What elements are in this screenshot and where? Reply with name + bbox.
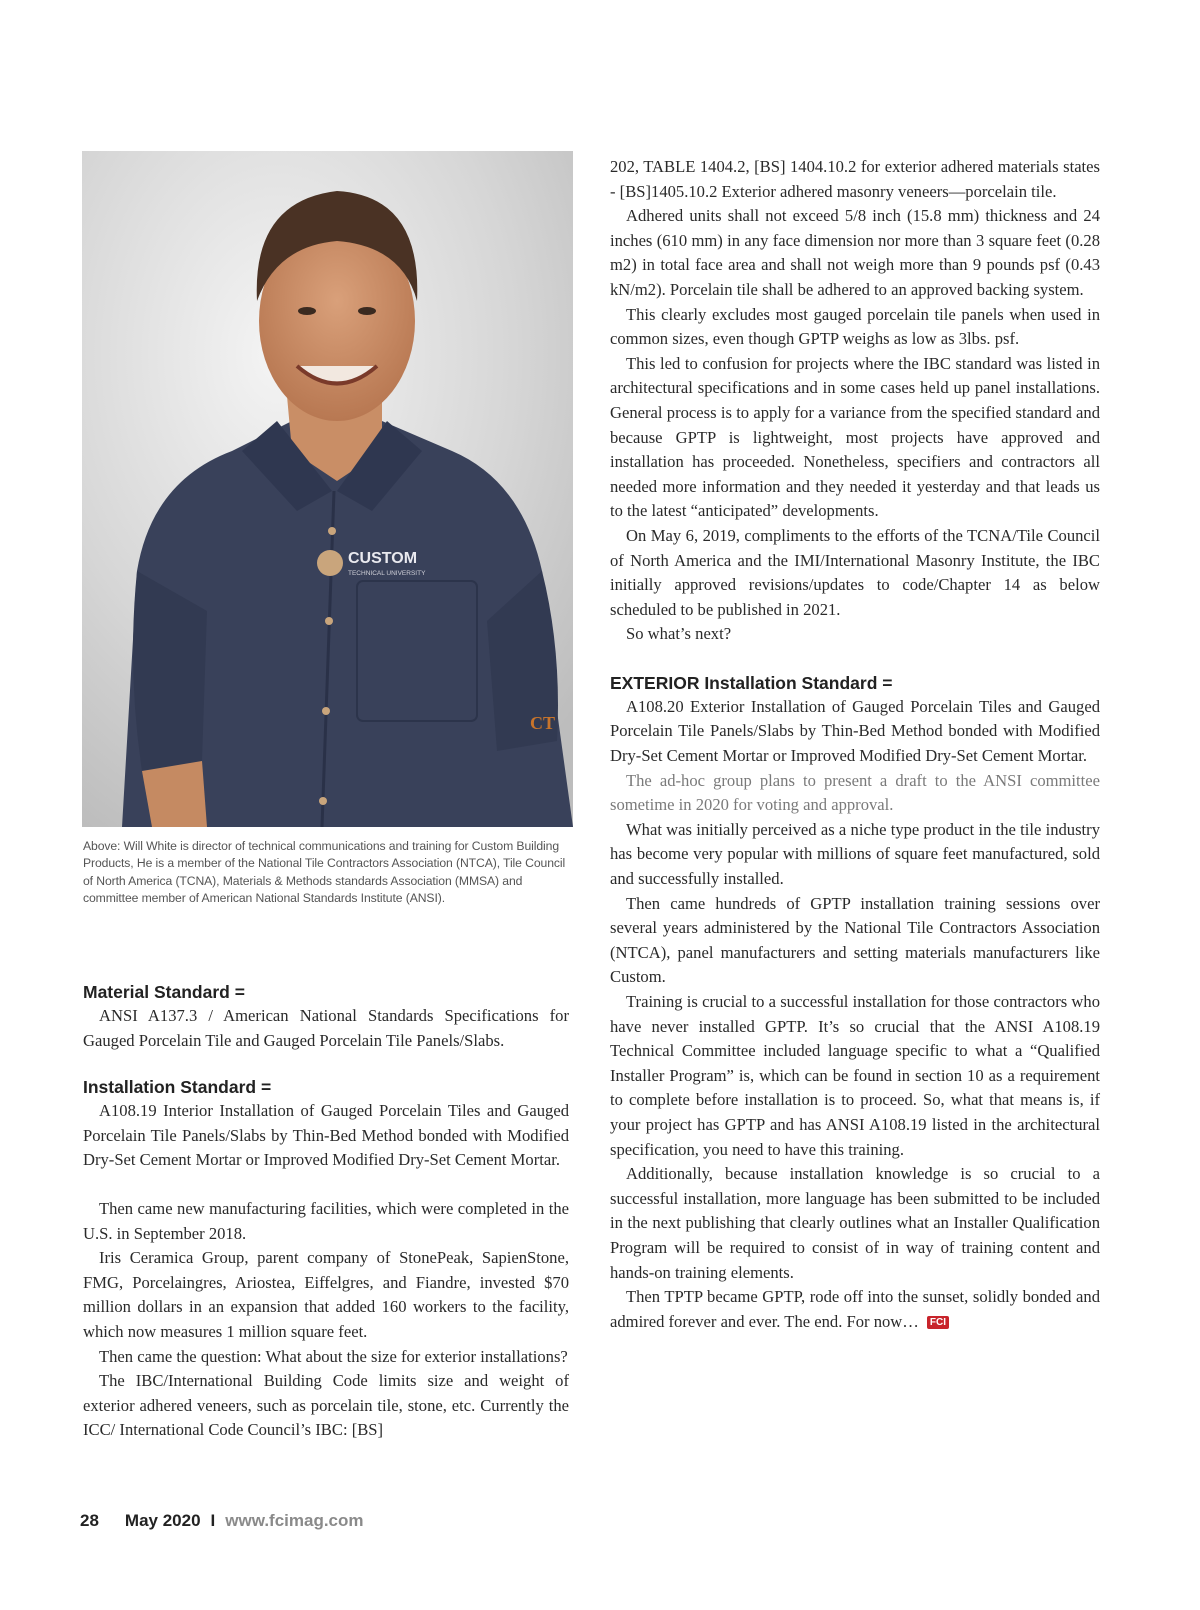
paragraph: Additionally, because installation knowledge is so crucial to a successful installation, more language has been submitted to be included in the next publishing that clearly outlines what an Installer Qualification Program will be required to consist of in way of training content and hands-on training elements. [610, 1164, 1100, 1282]
paragraph: This clearly excludes most gauged porcelain tile panels when used in common sizes, even though GPTP weighs as low as 3lbs. psf. [610, 304, 1100, 349]
paragraph: A108.20 Exterior Installation of Gauged Porcelain Tiles and Gauged Porcelain Tile Panels/Slabs by Thin-Bed Method bonded with Modified Dry-Set Cement Mortar or Improved Modified Dry-Set Cement Mortar. [610, 696, 1100, 766]
left-column [83, 980, 569, 1443]
material-standard-text: ANSI A137.3 / American National Standards Specifications for Gauged Porcelain Tile and Gauged Porcelain Tile Panels/Slabs. [83, 1006, 569, 1050]
photo-caption: Above: Will White is director of technical communications and training for Custom Building Products, He is a member of the National Tile Contractors Association (NTCA), Tile Council of North America (TCNA), Materials & Methods standards Association (MMSA) and committee member of American National Standards Institute (ANSI). [83, 839, 566, 905]
paragraph: Then came hundreds of GPTP installation training sessions over several years administered by the National Tile Contractors Association (NTCA), panel manufacturers and setting materials manufacturers like Custom. [610, 893, 1100, 987]
paragraph: Then came new manufacturing facilities, which were completed in the U.S. in September 2018. [83, 1198, 569, 1243]
shirt-logo-text: CUSTOM [348, 550, 418, 567]
exterior-standard-heading: EXTERIOR Installation Standard = [610, 672, 893, 693]
page-footer [80, 1511, 364, 1531]
paragraph: On May 6, 2019, compliments to the efforts of the TCNA/Tile Council of North America and the IMI/International Masonry Institute, the IBC initially approved revisions/updates to code/Chapter 14 as below scheduled to be published in 2021. [610, 525, 1100, 619]
website-link[interactable]: www.fcimag.com [225, 1511, 364, 1530]
paragraph: The ad-hoc group plans to present a draft to the ANSI committee sometime in 2020 for voting and approval. [610, 770, 1100, 815]
sleeve-text: CT [530, 713, 556, 733]
issue-date: May 2020 [124, 1511, 201, 1530]
page-number: 28 [80, 1511, 99, 1530]
shirt-logo-subtext: TECHNICAL UNIVERSITY [348, 570, 426, 577]
fci-end-mark: FCI [927, 1316, 949, 1329]
closing-paragraph [610, 1285, 1100, 1334]
paragraph: This led to confusion for projects where the IBC standard was listed in architectural specifications and in some cases held up panel installations. General process is to apply for a variance from the specified standard and because GPTP is lightweight, most projects have approved and installation has proceeded. Nonetheless, specifiers and contractors all needed more information and they needed it yesterday and that leads us to the latest “anticipated” developments. [610, 353, 1100, 521]
paragraph: 202, TABLE 1404.2, [BS] 1404.10.2 for exterior adhered materials states - [BS]1405.10.2 Exterior adhered masonry veneers—porcelain tile. [610, 157, 1100, 201]
material-standard-heading: Material Standard = [83, 982, 245, 1002]
right-column [610, 155, 1100, 1334]
paragraph: So what’s next? [626, 624, 732, 644]
closing-text: Then TPTP became GPTP, rode off into the sunset, solidly bonded and admired forever and ever. The end. For now… [610, 1287, 1100, 1331]
paragraph: What was initially perceived as a niche type product in the tile industry has become very popular with millions of square feet manufactured, sold and successfully installed. [610, 819, 1100, 889]
installation-standard-text: A108.19 Interior Installation of Gauged Porcelain Tiles and Gauged Porcelain Tile Panels/Slabs by Thin-Bed Method bonded with Modified Dry-Set Cement Mortar or Improved Modified Dry-Set Cement Mortar. [83, 1101, 569, 1170]
paragraph: The IBC/International Building Code limits size and weight of exterior adhered veneers, such as porcelain tile, stone, etc. Currently the ICC/ International Code Council’s IBC: [BS] [83, 1371, 569, 1440]
footer-separator: I [210, 1511, 216, 1530]
author-portrait-illustration [82, 151, 573, 827]
paragraph: Adhered units shall not exceed 5/8 inch (15.8 mm) thickness and 24 inches (610 mm) in any face dimension nor more than 3 square feet (0.28 m2) in total face area and shall not weigh more than 9 pounds psf (0.43 kN/m2). Porcelain tile shall be adhered to an approved backing system. [610, 206, 1100, 299]
author-photo [82, 151, 573, 827]
paragraph: Iris Ceramica Group, parent company of StonePeak, SapienStone, FMG, Porcelaingres, Ariostea, Eiffelgres, and Fiandre, invested $70 million dollars in an expansion that added 160 workers to the facility, which now measures 1 million square feet. [83, 1248, 569, 1341]
paragraph: Training is crucial to a successful installation for those contractors who have never installed GPTP. It’s so crucial that the ANSI A108.19 Technical Committee included language specific to what a “Qualified Installer Program” is, which can be found in section 10 as a requirement to complete before installation is to proceed. So, what that means is, if your project has GPTP and has ANSI A108.19 listed in the architectural specification, you need to have this training. [610, 992, 1100, 1159]
paragraph: Then came the question: What about the size for exterior installations? [99, 1346, 568, 1366]
installation-standard-heading: Installation Standard = [83, 1077, 272, 1098]
